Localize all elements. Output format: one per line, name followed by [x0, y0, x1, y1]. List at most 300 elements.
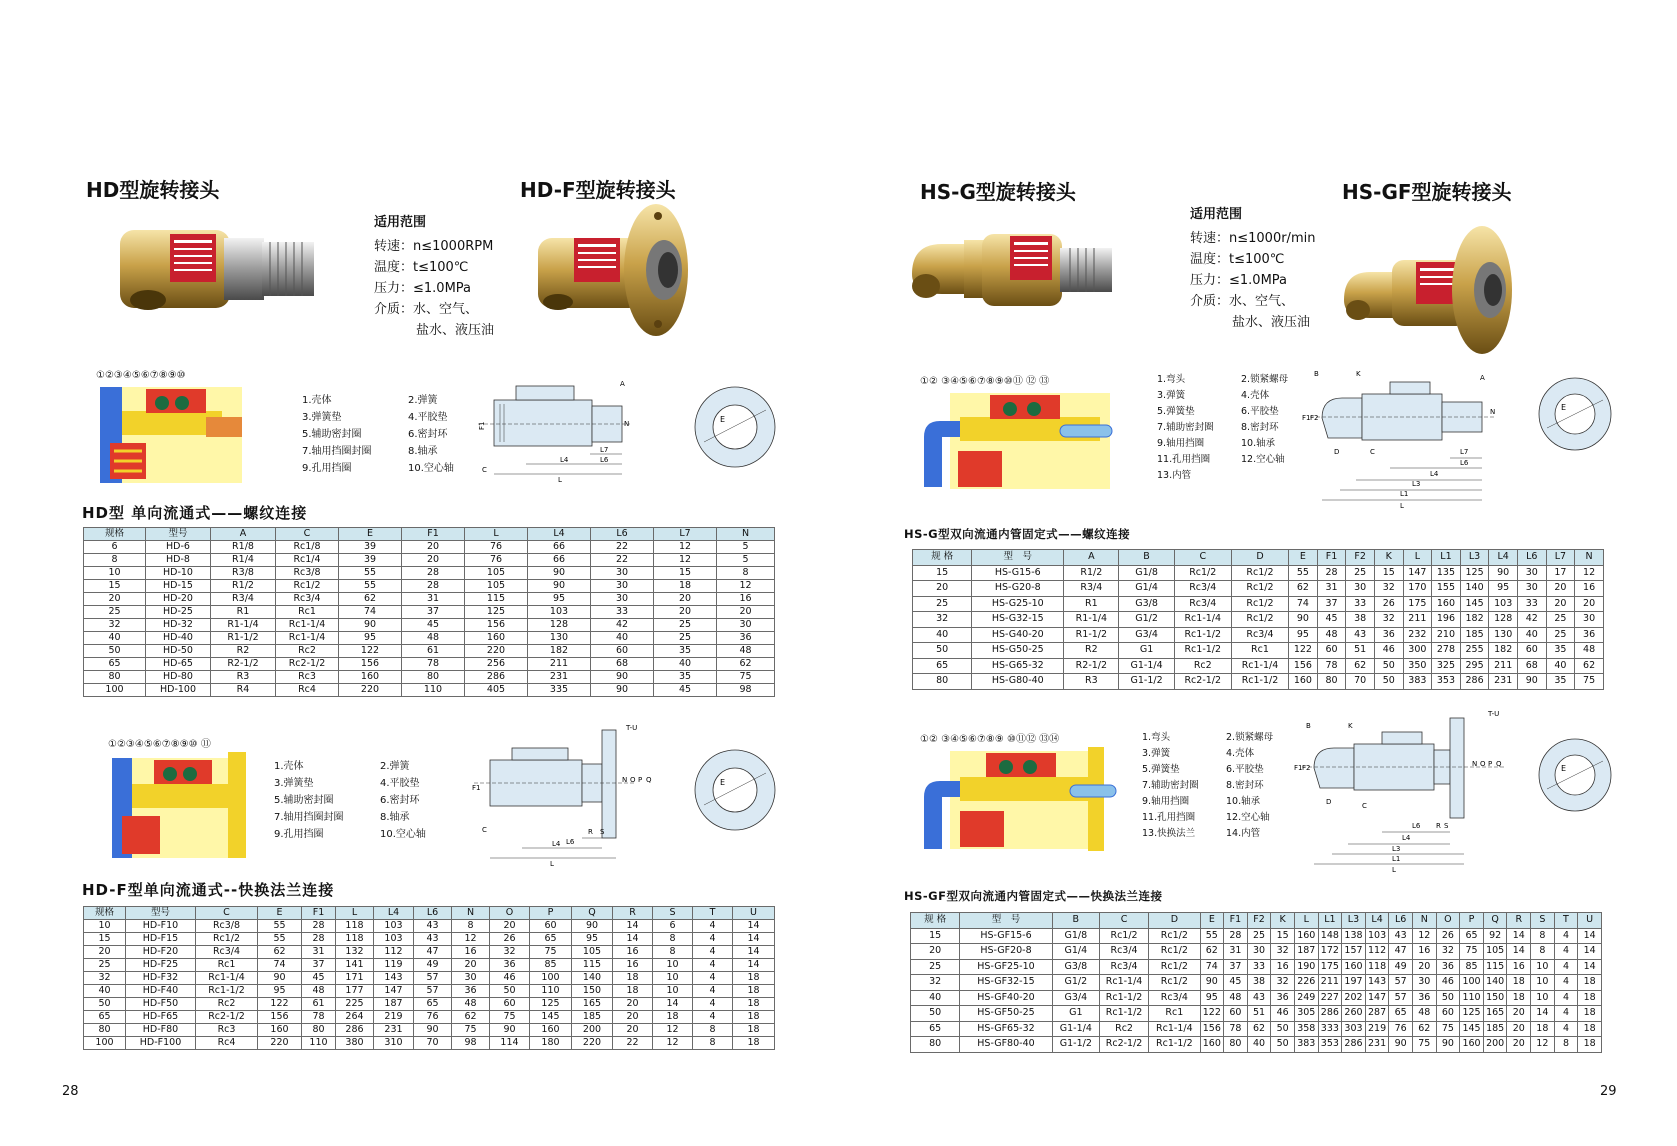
table-cell: 62 [717, 658, 775, 671]
hsgf-section-title: HS-GF型双向流通内管固定式——快换法兰连接 [904, 889, 1163, 903]
table-cell: G3/8 [1052, 959, 1099, 975]
part-item: 3.弹簧 [1157, 390, 1186, 401]
table-cell: 68 [591, 658, 654, 671]
table-row [84, 684, 775, 697]
table-cell: 55 [339, 580, 402, 593]
table-cell: 160 [1294, 928, 1318, 944]
table-row [911, 959, 1602, 975]
table-cell: 227 [1318, 990, 1342, 1006]
table-cell: 28 [302, 920, 336, 933]
table-cell: 28 [302, 933, 336, 946]
dim-label: T-U [626, 724, 638, 732]
table-cell: HS-GF50-25 [960, 1006, 1052, 1022]
table-cell: 30 [1517, 581, 1546, 597]
table-cell: 182 [1460, 612, 1489, 628]
table-cell: 211 [1403, 612, 1432, 628]
table-header-cell: 规 格 [913, 550, 972, 566]
table-cell: 383 [1294, 1037, 1318, 1053]
table-row [911, 990, 1602, 1006]
table-cell: G1/2 [1052, 975, 1099, 991]
spec-temperature: 温度：t≤100℃ [374, 260, 469, 275]
table-row [84, 972, 775, 985]
table-cell: Rc1/2 [1149, 928, 1200, 944]
spec-heading: 适用范围 [374, 215, 427, 230]
table-cell: 8 [1531, 928, 1555, 944]
table-cell: 30 [591, 593, 654, 606]
table-header-cell: U [733, 907, 775, 920]
hsgf-parts-list [1142, 730, 1296, 842]
table-cell: 75 [1413, 1037, 1437, 1053]
table-cell: 383 [1403, 674, 1432, 690]
table-cell: 20 [1507, 1037, 1531, 1053]
table-cell: 50 [1374, 674, 1403, 690]
table-cell: 78 [302, 1011, 336, 1024]
table-cell: 20 [613, 1011, 653, 1024]
table-cell: 50 [1374, 658, 1403, 674]
part-item: 9.孔用挡圈 [302, 463, 352, 474]
table-cell: 128 [528, 619, 591, 632]
table-cell: 105 [1483, 944, 1507, 960]
table-cell: 18 [1578, 1021, 1602, 1037]
table-cell: 143 [1365, 975, 1389, 991]
table-cell: 20 [402, 541, 465, 554]
table-cell: 156 [465, 619, 528, 632]
table-cell: 95 [572, 933, 613, 946]
dim-label: C [1370, 448, 1375, 456]
hd-section-title: HD型 单向流通式——螺纹连接 [82, 504, 308, 522]
table-header-cell: S [653, 907, 693, 920]
table-cell: HD-25 [146, 606, 211, 619]
table-cell: R3/8 [211, 567, 276, 580]
part-item: 4.壳体 [1241, 390, 1270, 401]
table-cell: 61 [402, 645, 465, 658]
table-cell: 202 [1342, 990, 1366, 1006]
table-row [913, 565, 1604, 581]
table-cell: Rc1-1/4 [196, 972, 258, 985]
table-cell: 145 [1460, 596, 1489, 612]
table-cell: 18 [733, 1011, 775, 1024]
table-header-cell: A [211, 528, 276, 541]
table-cell: 128 [1489, 612, 1518, 628]
table-cell: 100 [530, 972, 572, 985]
table-cell: 33 [1346, 596, 1375, 612]
table-cell: R2-1/2 [1064, 658, 1119, 674]
hsgf-end-view [1535, 735, 1615, 815]
dim-label: L6 [600, 456, 609, 464]
table-cell: 18 [733, 1024, 775, 1037]
table-cell: R1/8 [211, 541, 276, 554]
table-header-cell: 型号 [126, 907, 196, 920]
table-cell: 287 [1365, 1006, 1389, 1022]
table-cell: 38 [1247, 975, 1271, 991]
dim-label: L4 [552, 840, 561, 848]
table-cell: 175 [1403, 596, 1432, 612]
table-header-cell: P [530, 907, 572, 920]
hd-spec-block [374, 212, 494, 341]
table-cell: 90 [572, 920, 613, 933]
table-cell: 14 [733, 959, 775, 972]
table-row [84, 606, 775, 619]
table-cell: 25 [1247, 928, 1271, 944]
hdf-end-view [690, 745, 780, 835]
table-cell: 20 [613, 998, 653, 1011]
table-cell: 62 [1346, 658, 1375, 674]
table-cell: R1 [1064, 596, 1119, 612]
table-cell: 74 [339, 606, 402, 619]
table-cell: Rc1/2 [1099, 928, 1148, 944]
hd-spec-table [83, 527, 775, 697]
table-cell: 110 [1460, 990, 1484, 1006]
table-row [84, 959, 775, 972]
table-cell: HS-G20-8 [972, 581, 1064, 597]
table-cell: 18 [1578, 975, 1602, 991]
table-cell: 211 [1489, 658, 1518, 674]
table-cell: HS-G40-20 [972, 627, 1064, 643]
table-header-cell: L [336, 907, 374, 920]
table-cell: 20 [911, 944, 960, 960]
table-cell: 295 [1460, 658, 1489, 674]
table-cell: R1-1/4 [211, 619, 276, 632]
table-header-cell: 规格 [84, 907, 126, 920]
spec-pressure: 压力：≤1.0MPa [1190, 273, 1288, 288]
table-cell: HD-100 [146, 684, 211, 697]
table-cell: R1-1/2 [211, 632, 276, 645]
table-cell: 300 [1403, 643, 1432, 659]
table-cell: R3 [1064, 674, 1119, 690]
table-cell: 20 [1507, 1006, 1531, 1022]
table-cell: 160 [1200, 1037, 1224, 1053]
table-cell: 57 [414, 972, 452, 985]
table-cell: 47 [1389, 944, 1413, 960]
table-cell: Rc1 [196, 959, 258, 972]
table-cell: 20 [654, 606, 717, 619]
table-cell: 32 [1271, 944, 1295, 960]
table-cell: 6 [84, 541, 146, 554]
table-cell: 28 [402, 567, 465, 580]
table-cell: 17 [1546, 565, 1575, 581]
table-cell: Rc3/4 [1174, 596, 1231, 612]
table-cell: 140 [1483, 975, 1507, 991]
table-row [911, 944, 1602, 960]
table-cell: 115 [572, 959, 613, 972]
table-cell: 35 [654, 645, 717, 658]
table-cell: 160 [1342, 959, 1366, 975]
table-cell: 25 [84, 959, 126, 972]
table-cell: Rc1/2 [1174, 565, 1231, 581]
table-cell: 8 [653, 946, 693, 959]
table-cell: 122 [1289, 643, 1318, 659]
table-cell: 8 [693, 1024, 733, 1037]
table-cell: 160 [1460, 1037, 1484, 1053]
table-header-cell: U [1578, 913, 1602, 929]
part-item: 7.辅助密封圈 [1157, 422, 1214, 433]
part-item: 6.密封环 [380, 795, 420, 806]
table-cell: 45 [654, 684, 717, 697]
table-cell: 35 [1546, 643, 1575, 659]
table-cell: HD-32 [146, 619, 211, 632]
table-cell: HS-GF40-20 [960, 990, 1052, 1006]
part-item: 13.快换法兰 [1142, 828, 1196, 839]
table-cell: 85 [530, 959, 572, 972]
table-cell: HS-GF15-6 [960, 928, 1052, 944]
table-cell: 80 [1224, 1037, 1248, 1053]
hdf-title: HD-F型旋转接头 [520, 178, 676, 202]
table-cell: 130 [528, 632, 591, 645]
table-cell: 39 [339, 554, 402, 567]
table-cell: 4 [693, 920, 733, 933]
table-cell: 100 [84, 1037, 126, 1050]
table-header-row [84, 528, 775, 541]
table-row [913, 596, 1604, 612]
dim-label: N [624, 420, 630, 428]
table-header-row [913, 550, 1604, 566]
table-cell: 10 [653, 985, 693, 998]
table-cell: HS-GF25-10 [960, 959, 1052, 975]
table-cell: 4 [1554, 959, 1578, 975]
table-cell: 226 [1294, 975, 1318, 991]
table-header-cell: L3 [1342, 913, 1366, 929]
table-cell: 333 [1318, 1021, 1342, 1037]
table-header-cell: L4 [374, 907, 414, 920]
table-cell: 80 [911, 1037, 960, 1053]
table-cell: 33 [591, 606, 654, 619]
table-cell: 25 [913, 596, 972, 612]
table-cell: 12 [654, 541, 717, 554]
table-cell: 45 [402, 619, 465, 632]
table-cell: 4 [693, 1011, 733, 1024]
table-cell: 75 [490, 1011, 530, 1024]
table-cell: Rc1/2 [276, 580, 339, 593]
table-row [911, 928, 1602, 944]
table-cell: 76 [414, 1011, 452, 1024]
table-cell: 90 [258, 972, 302, 985]
table-cell: 40 [911, 990, 960, 1006]
table-cell: 4 [1554, 1006, 1578, 1022]
table-cell: HS-GF80-40 [960, 1037, 1052, 1053]
table-cell: 37 [302, 959, 336, 972]
table-cell: 80 [1317, 674, 1346, 690]
table-cell: 90 [1517, 674, 1546, 690]
table-cell: 16 [1271, 959, 1295, 975]
table-cell: 160 [465, 632, 528, 645]
table-cell: 175 [1318, 959, 1342, 975]
table-cell: R1/2 [1064, 565, 1119, 581]
table-cell: 60 [1517, 643, 1546, 659]
part-item: 4.平胶垫 [380, 778, 420, 789]
dim-label: L1 [1400, 490, 1409, 498]
table-cell: 15 [84, 933, 126, 946]
table-cell: 68 [1517, 658, 1546, 674]
part-item: 6.平胶垫 [1226, 764, 1264, 775]
table-cell: 4 [1554, 1021, 1578, 1037]
table-cell: 196 [1432, 612, 1461, 628]
table-cell: Rc3/4 [1099, 959, 1148, 975]
table-cell: 49 [414, 959, 452, 972]
table-row [913, 643, 1604, 659]
table-cell: 76 [465, 554, 528, 567]
table-cell: 220 [339, 684, 402, 697]
table-cell: 28 [1224, 928, 1248, 944]
table-cell: 103 [374, 933, 414, 946]
table-cell: 74 [1289, 596, 1318, 612]
table-cell: G3/4 [1052, 990, 1099, 1006]
table-cell: 47 [414, 946, 452, 959]
hsgf-product-photo [1340, 220, 1515, 355]
table-cell: 46 [490, 972, 530, 985]
table-header-row [84, 907, 775, 920]
spec-temperature: 温度：t≤100℃ [1190, 252, 1285, 267]
spec-speed: 转速：n≤1000RPM [374, 239, 494, 254]
table-cell: 42 [591, 619, 654, 632]
table-header-cell: B [1052, 913, 1099, 929]
table-cell: HD-40 [146, 632, 211, 645]
table-cell: 48 [1575, 643, 1604, 659]
table-cell: Rc1-1/4 [1149, 1021, 1200, 1037]
table-cell: 110 [302, 1037, 336, 1050]
table-cell: HD-65 [146, 658, 211, 671]
table-row [84, 985, 775, 998]
table-cell: 160 [1432, 596, 1461, 612]
table-cell: 335 [528, 684, 591, 697]
table-cell: 45 [302, 972, 336, 985]
table-cell: 20 [654, 593, 717, 606]
dim-label: L4 [1402, 834, 1411, 842]
table-cell: HD-6 [146, 541, 211, 554]
hd-section-diagram [96, 370, 246, 490]
table-cell: Rc1/2 [1149, 944, 1200, 960]
dim-label: F1 [1302, 414, 1311, 422]
table-cell: 358 [1294, 1021, 1318, 1037]
hdf-parts-list [274, 758, 450, 843]
table-cell: 103 [374, 920, 414, 933]
hsg-section-title: HS-G型双向流通内管固定式——螺纹连接 [904, 527, 1131, 541]
table-cell: 32 [490, 946, 530, 959]
part-item: 9.轴用挡圈 [1142, 796, 1190, 807]
table-cell: 37 [1224, 959, 1248, 975]
table-cell: HD-10 [146, 567, 211, 580]
table-header-cell: L4 [1489, 550, 1518, 566]
table-cell: 62 [1413, 1021, 1437, 1037]
table-cell: 256 [465, 658, 528, 671]
table-cell: 14 [733, 946, 775, 959]
table-cell: 65 [530, 933, 572, 946]
table-cell: 32 [911, 975, 960, 991]
table-cell: 66 [528, 554, 591, 567]
table-cell: 8 [1531, 944, 1555, 960]
table-row [911, 1021, 1602, 1037]
table-cell: 211 [528, 658, 591, 671]
table-cell: 62 [258, 946, 302, 959]
table-cell: 4 [693, 972, 733, 985]
table-cell: 61 [302, 998, 336, 1011]
table-cell: 14 [613, 933, 653, 946]
table-cell: 50 [913, 643, 972, 659]
table-header-cell: C [1099, 913, 1148, 929]
table-cell: Rc1-1/2 [1231, 674, 1288, 690]
table-header-cell: 型 号 [960, 913, 1052, 929]
table-cell: 10 [1531, 975, 1555, 991]
dim-label: C [1362, 802, 1367, 810]
table-cell: 177 [336, 985, 374, 998]
table-cell: 18 [733, 972, 775, 985]
part-item: 11.孔用挡圈 [1157, 454, 1211, 465]
table-cell: 65 [1460, 928, 1484, 944]
table-header-cell: F1 [1317, 550, 1346, 566]
table-row [911, 1006, 1602, 1022]
table-cell: 92 [1483, 928, 1507, 944]
table-cell: 14 [1507, 944, 1531, 960]
table-cell: 95 [1200, 990, 1224, 1006]
table-cell: 75 [1575, 674, 1604, 690]
table-cell: 25 [654, 619, 717, 632]
table-cell: Rc3/4 [1231, 627, 1288, 643]
table-cell: Rc1/2 [1231, 565, 1288, 581]
part-item: 6.平胶垫 [1241, 406, 1279, 417]
hd-end-view [690, 382, 780, 472]
dim-label: S [1444, 822, 1449, 830]
dim-label: S [600, 828, 605, 836]
table-cell: 231 [1365, 1037, 1389, 1053]
table-cell: 30 [591, 580, 654, 593]
table-row [84, 658, 775, 671]
table-cell: 286 [465, 671, 528, 684]
table-cell: HD-F40 [126, 985, 196, 998]
table-row [84, 580, 775, 593]
table-header-cell: L7 [654, 528, 717, 541]
table-cell: 50 [84, 998, 126, 1011]
part-item: 13.内管 [1157, 470, 1192, 481]
part-item: 10.轴承 [1226, 796, 1261, 807]
table-cell: 40 [1247, 1037, 1271, 1053]
table-cell: Rc1-1/4 [276, 632, 339, 645]
table-header-cell: R [613, 907, 653, 920]
table-cell: Rc3 [276, 671, 339, 684]
table-cell: 220 [258, 1037, 302, 1050]
table-header-cell: C [276, 528, 339, 541]
table-cell: 25 [654, 632, 717, 645]
table-cell: 95 [258, 985, 302, 998]
table-header-cell: K [1374, 550, 1403, 566]
table-cell: 75 [717, 671, 775, 684]
table-cell: 12 [1413, 928, 1437, 944]
dim-label: L6 [566, 838, 575, 846]
table-cell: 147 [374, 985, 414, 998]
part-item: 6.密封环 [408, 429, 448, 440]
table-cell: 405 [465, 684, 528, 697]
part-item: 12.空心轴 [1241, 454, 1285, 465]
table-cell: R1-1/2 [1064, 627, 1119, 643]
table-cell: 80 [302, 1024, 336, 1037]
table-cell: 160 [339, 671, 402, 684]
table-cell: 15 [1374, 565, 1403, 581]
table-cell: 286 [1460, 674, 1489, 690]
table-cell: Rc1 [1149, 1006, 1200, 1022]
table-header-cell: D [1149, 913, 1200, 929]
table-cell: 95 [1289, 627, 1318, 643]
table-cell: 305 [1294, 1006, 1318, 1022]
table-cell: Rc1/2 [1149, 959, 1200, 975]
table-cell: Rc1/2 [1231, 612, 1288, 628]
table-cell: Rc2 [196, 998, 258, 1011]
table-cell: Rc1 [1231, 643, 1288, 659]
table-cell: 51 [1247, 1006, 1271, 1022]
table-header-cell: L4 [528, 528, 591, 541]
table-cell: 80 [913, 674, 972, 690]
table-cell: HD-20 [146, 593, 211, 606]
table-cell: 4 [693, 985, 733, 998]
table-cell: 14 [613, 920, 653, 933]
table-cell: HS-GF32-15 [960, 975, 1052, 991]
